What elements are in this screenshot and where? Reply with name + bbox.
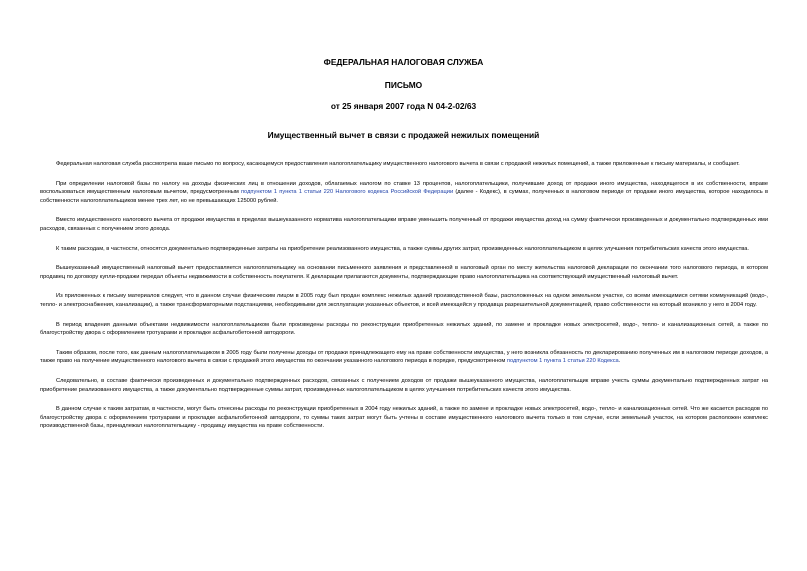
document-type-heading: ПИСЬМО — [384, 80, 423, 90]
paragraph-text: В период владения данными объектами недвижимости налогоплательщиком были произведены расходы по реконструкции приобретенных нежилых зданий, по замене и прокладке новых электросетей, водо-, тепло- и канализационных сетей, а также по благоустройству двора с оформлением тротуарами и прокладке асфальтобетонной автодороги. — [40, 321, 768, 337]
paragraph — [40, 349, 768, 366]
paragraph-text: . — [618, 358, 621, 365]
paragraph — [40, 216, 768, 233]
paragraph — [40, 377, 768, 394]
document-reference-heading: от 25 января 2007 года N 04-2-02/63 — [330, 101, 477, 111]
paragraph-text: При определении налоговой базы по налогу на доходы физических лиц в отношении доходов, облагаемых налогом по ставке 13 процентов, налогоплательщики, получившие доход от продажи иного имущества, находящегося в их собственности, вправе воспользоваться имущественным налоговым вычетом, предусмотренным — [40, 180, 768, 196]
paragraph — [40, 160, 768, 169]
paragraph-text: (далее - Кодекс), в суммах, полученных в налоговом периоде от продажи иного имущества, которое находилось в собственности налогоплательщиков менее трех лет, но не превышающих 125000 рублей. — [40, 189, 768, 204]
paragraph-text: Следовательно, в составе фактически произведенных и документально подтвержденных расходов, связанных с получением доходов от продажи вышеуказанного имущества, налогоплательщик вправе учесть суммы документально подтвержденных затрат на приобретение реализованного имущества, а также документально подтвержденные суммы затрат, произведенных налогоплательщиком в целях улучшения потребительских качеств этого имущества. — [40, 377, 768, 393]
paragraph — [40, 245, 768, 254]
paragraph-text: Федеральная налоговая служба рассмотрела ваше письмо по вопросу, касающемуся предоставления налогоплательщику имущественного налогового вычета в связи с продажей нежилых помещений, а также приложенные к письму материалы, и сообщает. — [56, 161, 740, 167]
paragraph-text: В данном случае к таким затратам, в частности, могут быть отнесены расходы по реконструкции приобретенных в 2004 году нежилых зданий, а также по замене и прокладке новых электросетей, водо-, тепло- и канализационных сетей. Что же касается расходов по благоустройству двора с оформлением тротуарами и прокладке асфальтобетонной автодороги, то суммы таких затрат могут быть учтены в составе имущественного налогового вычета только в том случае, если земельный участок, на котором расположен комплекс производственной базы, принадлежал налогоплательщику - продавцу имущества на праве собственности. — [40, 406, 768, 430]
paragraph — [40, 292, 768, 309]
agency-heading: ФЕДЕРАЛЬНАЯ НАЛОГОВАЯ СЛУЖБА — [323, 57, 484, 67]
paragraph — [40, 264, 768, 281]
paragraph-text: К таким расходам, в частности, относятся документально подтвержденные затраты на приобретение реализованного имущества, а также суммы других затрат, произведенных налогоплательщиком в целях улучшения потребительских качеств этого имущества. — [56, 245, 749, 252]
paragraph — [40, 321, 768, 338]
paragraph-text: Из приложенных к письму материалов следует, что в данном случае физическим лицом в 2005 году был продан комплекс нежилых зданий производственной базы, расположенных на одном земельном участке, со всеми имеющимися сетями коммуникаций (водо-, тепло- и электроснабжения, канализации), а также трансформаторными подстанциями, необходимыми для эксплуатации указанных объектов, и всей имеющейся у продавца разрешительной документацией, право собственности на который возникло у него в 2004 году. — [40, 293, 768, 308]
paragraph-text: Таким образом, после того, как данным налогоплательщиком в 2005 году были получены доходы от продажи принадлежащего ему на праве собственности имущества, у него возникла обязанность по декларированию полученных им в налоговом периоде доходов, а также право на получение имущественного налогового вычета в связи с продажей этого имущества по окончании указанного налогового периода в порядке, предусмотренном — [40, 349, 768, 365]
paragraph — [40, 180, 768, 206]
paragraph-text: Вместо имущественного налогового вычета от продажи имущества в пределах вышеуказанного норматива налогоплательщики вправе уменьшить полученный от продажи имущества доход на сумму фактически произведенных и документально подтвержденных ими расходов, связанных с получением этого дохода. — [40, 217, 768, 232]
law-reference-link[interactable]: подпунктом 1 пункта 1 статьи 220 Налогового кодекса Российской Федерации — [240, 189, 454, 196]
document-body — [40, 160, 768, 442]
paragraph-text: Вышеуказанный имущественный налоговый вычет предоставляется налогоплательщику на основании письменного заявления и представленной в налоговый орган по месту жительства налоговой декларации по окончании того налогового периода, в котором продавец по договору купли-продажи передал объекты недвижимости в собственность покупателя. К декларации прилагаются документы, подтверждающие право налогоплательщика на соответствующий имущественный налоговый вычет. — [40, 265, 768, 280]
paragraph — [40, 405, 768, 431]
law-reference-link[interactable]: подпунктом 1 пункта 1 статьи 220 Кодекса — [506, 358, 619, 365]
document-subject-title: Имущественный вычет в связи с продажей нежилых помещений — [267, 130, 540, 140]
